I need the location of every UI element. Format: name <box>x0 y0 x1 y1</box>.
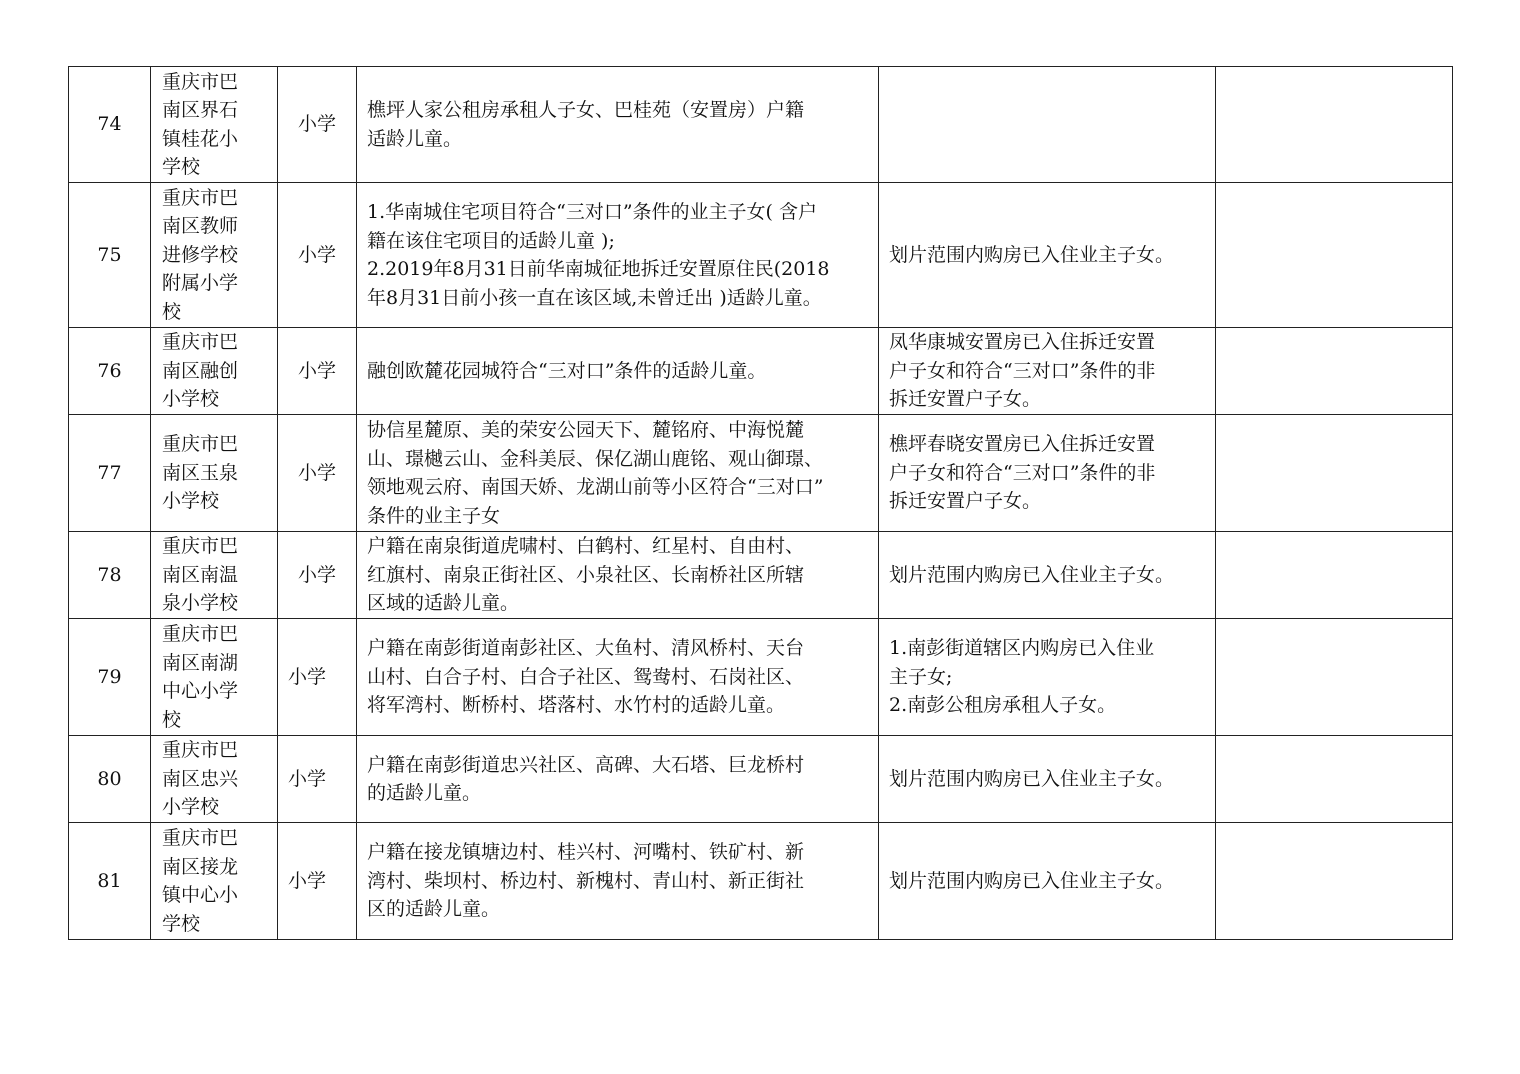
additional-criteria-line: 户子女和符合“三对口”条件的非 <box>889 461 1156 484</box>
table-row <box>69 619 1453 736</box>
table-row <box>69 183 1453 328</box>
enrollment-area-line: 籍在该住宅项目的适龄儿童 ); <box>367 229 615 252</box>
school-name-line: 镇中心小 <box>162 884 239 906</box>
school-name-line: 重庆市巴 <box>162 186 239 209</box>
table-row <box>69 328 1453 415</box>
school-name-line: 南区界石 <box>162 99 239 121</box>
school-name-line: 小学校 <box>162 796 220 819</box>
additional-criteria-line: 划片范围内购房已入住业主子女。 <box>889 767 1175 790</box>
school-name-line: 重庆市巴 <box>162 70 239 93</box>
enrollment-area <box>357 415 879 532</box>
row-number: 77 <box>69 415 151 532</box>
table-row <box>69 532 1453 619</box>
school-name <box>151 619 278 736</box>
school-name <box>151 328 278 415</box>
enrollment-area <box>357 736 879 823</box>
school-name <box>151 823 278 940</box>
additional-criteria <box>879 415 1216 532</box>
school-name <box>151 183 278 328</box>
enrollment-area-line: 户籍在南彭街道忠兴社区、高碑、大石塔、巨龙桥村 <box>367 753 805 776</box>
enrollment-area-line: 将军湾村、断桥村、塔落村、水竹村的适龄儿童。 <box>367 694 786 717</box>
table-row <box>69 67 1453 183</box>
enrollment-area-line: 户籍在南泉街道虎啸村、白鹤村、红星村、自由村、 <box>367 535 805 558</box>
school-name-line: 重庆市巴 <box>162 623 239 645</box>
school-name-line: 重庆市巴 <box>162 433 239 456</box>
additional-criteria <box>879 328 1216 415</box>
row-number: 78 <box>69 532 151 619</box>
table-row <box>69 736 1453 823</box>
enrollment-area-line: 山、璟樾云山、金科美辰、保亿湖山鹿铭、观山御璟、 <box>367 447 824 470</box>
enrollment-area-line: 协信星麓原、美的荣安公园天下、麓铭府、中海悦麓 <box>367 419 805 441</box>
row-number: 74 <box>69 67 151 183</box>
additional-criteria-line: 樵坪春晓安置房已入住拆迁安置 <box>889 433 1156 456</box>
school-name-line: 中心小学 <box>162 680 239 702</box>
school-name-line: 校 <box>162 708 182 731</box>
school-name-line: 小学校 <box>162 388 220 411</box>
remarks <box>1216 415 1453 532</box>
additional-criteria-line: 划片范围内购房已入住业主子女。 <box>889 869 1175 892</box>
additional-criteria <box>879 619 1216 736</box>
enrollment-area-line: 2.2019年8月31日前华南城征地拆迁安置原住民(2018 <box>367 258 830 280</box>
school-name-line: 小学校 <box>162 490 220 513</box>
remarks <box>1216 183 1453 328</box>
enrollment-area-line: 年8月31日前小孩一直在该区域,未曾迁出 )适龄儿童。 <box>367 286 822 309</box>
additional-criteria-line: 户子女和符合“三对口”条件的非 <box>889 359 1156 382</box>
additional-criteria-line: 1.南彭街道辖区内购房已入住业 <box>889 637 1155 660</box>
enrollment-area-line: 樵坪人家公租房承租人子女、巴桂苑（安置房）户籍 <box>367 99 805 121</box>
row-number: 75 <box>69 183 151 328</box>
school-name-line: 泉小学校 <box>162 592 239 615</box>
enrollment-area-line: 的适龄儿童。 <box>367 782 482 804</box>
school-level: 小学 <box>278 619 357 736</box>
table-row <box>69 823 1453 940</box>
school-name-line: 南区融创 <box>162 359 239 382</box>
school-level: 小学 <box>278 183 357 328</box>
school-name <box>151 532 278 619</box>
row-number: 76 <box>69 328 151 415</box>
school-level: 小学 <box>278 328 357 415</box>
remarks <box>1216 823 1453 940</box>
school-level: 小学 <box>278 736 357 823</box>
remarks <box>1216 328 1453 415</box>
school-name <box>151 415 278 532</box>
school-name-line: 南区忠兴 <box>162 767 239 790</box>
school-name-line: 重庆市巴 <box>162 535 239 558</box>
enrollment-area-line: 户籍在接龙镇塘边村、桂兴村、河嘴村、铁矿村、新 <box>367 841 805 864</box>
school-name-line: 校 <box>162 300 182 323</box>
enrollment-area-line: 融创欧麓花园城符合“三对口”条件的适龄儿童。 <box>367 359 767 382</box>
school-name-line: 镇桂花小 <box>162 127 239 150</box>
remarks <box>1216 67 1453 183</box>
school-level: 小学 <box>278 415 357 532</box>
enrollment-area-line: 户籍在南彭街道南彭社区、大鱼村、清风桥村、天台 <box>367 637 805 660</box>
school-level: 小学 <box>278 823 357 940</box>
additional-criteria <box>879 67 1216 183</box>
school-name-line: 学校 <box>162 156 201 178</box>
additional-criteria-line: 划片范围内购房已入住业主子女。 <box>889 243 1175 266</box>
school-name-line: 南区玉泉 <box>162 461 239 484</box>
enrollment-area-line: 1.华南城住宅项目符合“三对口”条件的业主子女( 含户 <box>367 201 818 223</box>
row-number: 81 <box>69 823 151 940</box>
school-name-line: 重庆市巴 <box>162 739 239 762</box>
school-level: 小学 <box>278 532 357 619</box>
enrollment-area-line: 山村、白合子村、白合子社区、鸳鸯村、石岗社区、 <box>367 665 805 688</box>
additional-criteria <box>879 736 1216 823</box>
enrollment-area-line: 红旗村、南泉正街社区、小泉社区、长南桥社区所辖 <box>367 563 805 586</box>
school-name-line: 重庆市巴 <box>162 827 239 849</box>
school-name <box>151 736 278 823</box>
additional-criteria-line: 拆迁安置户子女。 <box>889 388 1042 411</box>
enrollment-area-line: 区域的适龄儿童。 <box>367 592 520 615</box>
enrollment-area <box>357 328 879 415</box>
school-name-line: 重庆市巴 <box>162 331 239 354</box>
enrollment-area-line: 湾村、柴坝村、桥边村、新槐村、青山村、新正街社 <box>367 869 805 892</box>
enrollment-area-line: 领地观云府、南国天娇、龙湖山前等小区符合“三对口” <box>367 476 824 498</box>
additional-criteria-line: 凤华康城安置房已入住拆迁安置 <box>889 331 1156 354</box>
enrollment-area <box>357 183 879 328</box>
additional-criteria-line: 2.南彭公租房承租人子女。 <box>889 694 1117 717</box>
enrollment-table <box>68 66 1453 940</box>
additional-criteria-line: 拆迁安置户子女。 <box>889 490 1042 513</box>
remarks <box>1216 619 1453 736</box>
additional-criteria <box>879 823 1216 940</box>
school-level: 小学 <box>278 67 357 183</box>
row-number: 79 <box>69 619 151 736</box>
school-name-line: 附属小学 <box>162 272 239 295</box>
table-row <box>69 415 1453 532</box>
additional-criteria <box>879 183 1216 328</box>
enrollment-area <box>357 619 879 736</box>
enrollment-area-line: 条件的业主子女 <box>367 504 501 527</box>
school-name-line: 南区南温 <box>162 563 239 586</box>
school-name-line: 进修学校 <box>162 243 239 266</box>
school-name <box>151 67 278 183</box>
enrollment-area <box>357 67 879 183</box>
school-name-line: 南区接龙 <box>162 855 239 878</box>
school-name-line: 南区南湖 <box>162 651 239 674</box>
additional-criteria-line: 主子女; <box>889 665 953 688</box>
table-body <box>69 67 1453 940</box>
remarks <box>1216 532 1453 619</box>
enrollment-area-line: 区的适龄儿童。 <box>367 898 501 921</box>
additional-criteria <box>879 532 1216 619</box>
remarks <box>1216 736 1453 823</box>
enrollment-area-line: 适龄儿童。 <box>367 127 463 150</box>
school-name-line: 南区教师 <box>162 215 239 238</box>
enrollment-area <box>357 532 879 619</box>
school-name-line: 学校 <box>162 912 201 935</box>
enrollment-area <box>357 823 879 940</box>
additional-criteria-line: 划片范围内购房已入住业主子女。 <box>889 563 1175 586</box>
row-number: 80 <box>69 736 151 823</box>
